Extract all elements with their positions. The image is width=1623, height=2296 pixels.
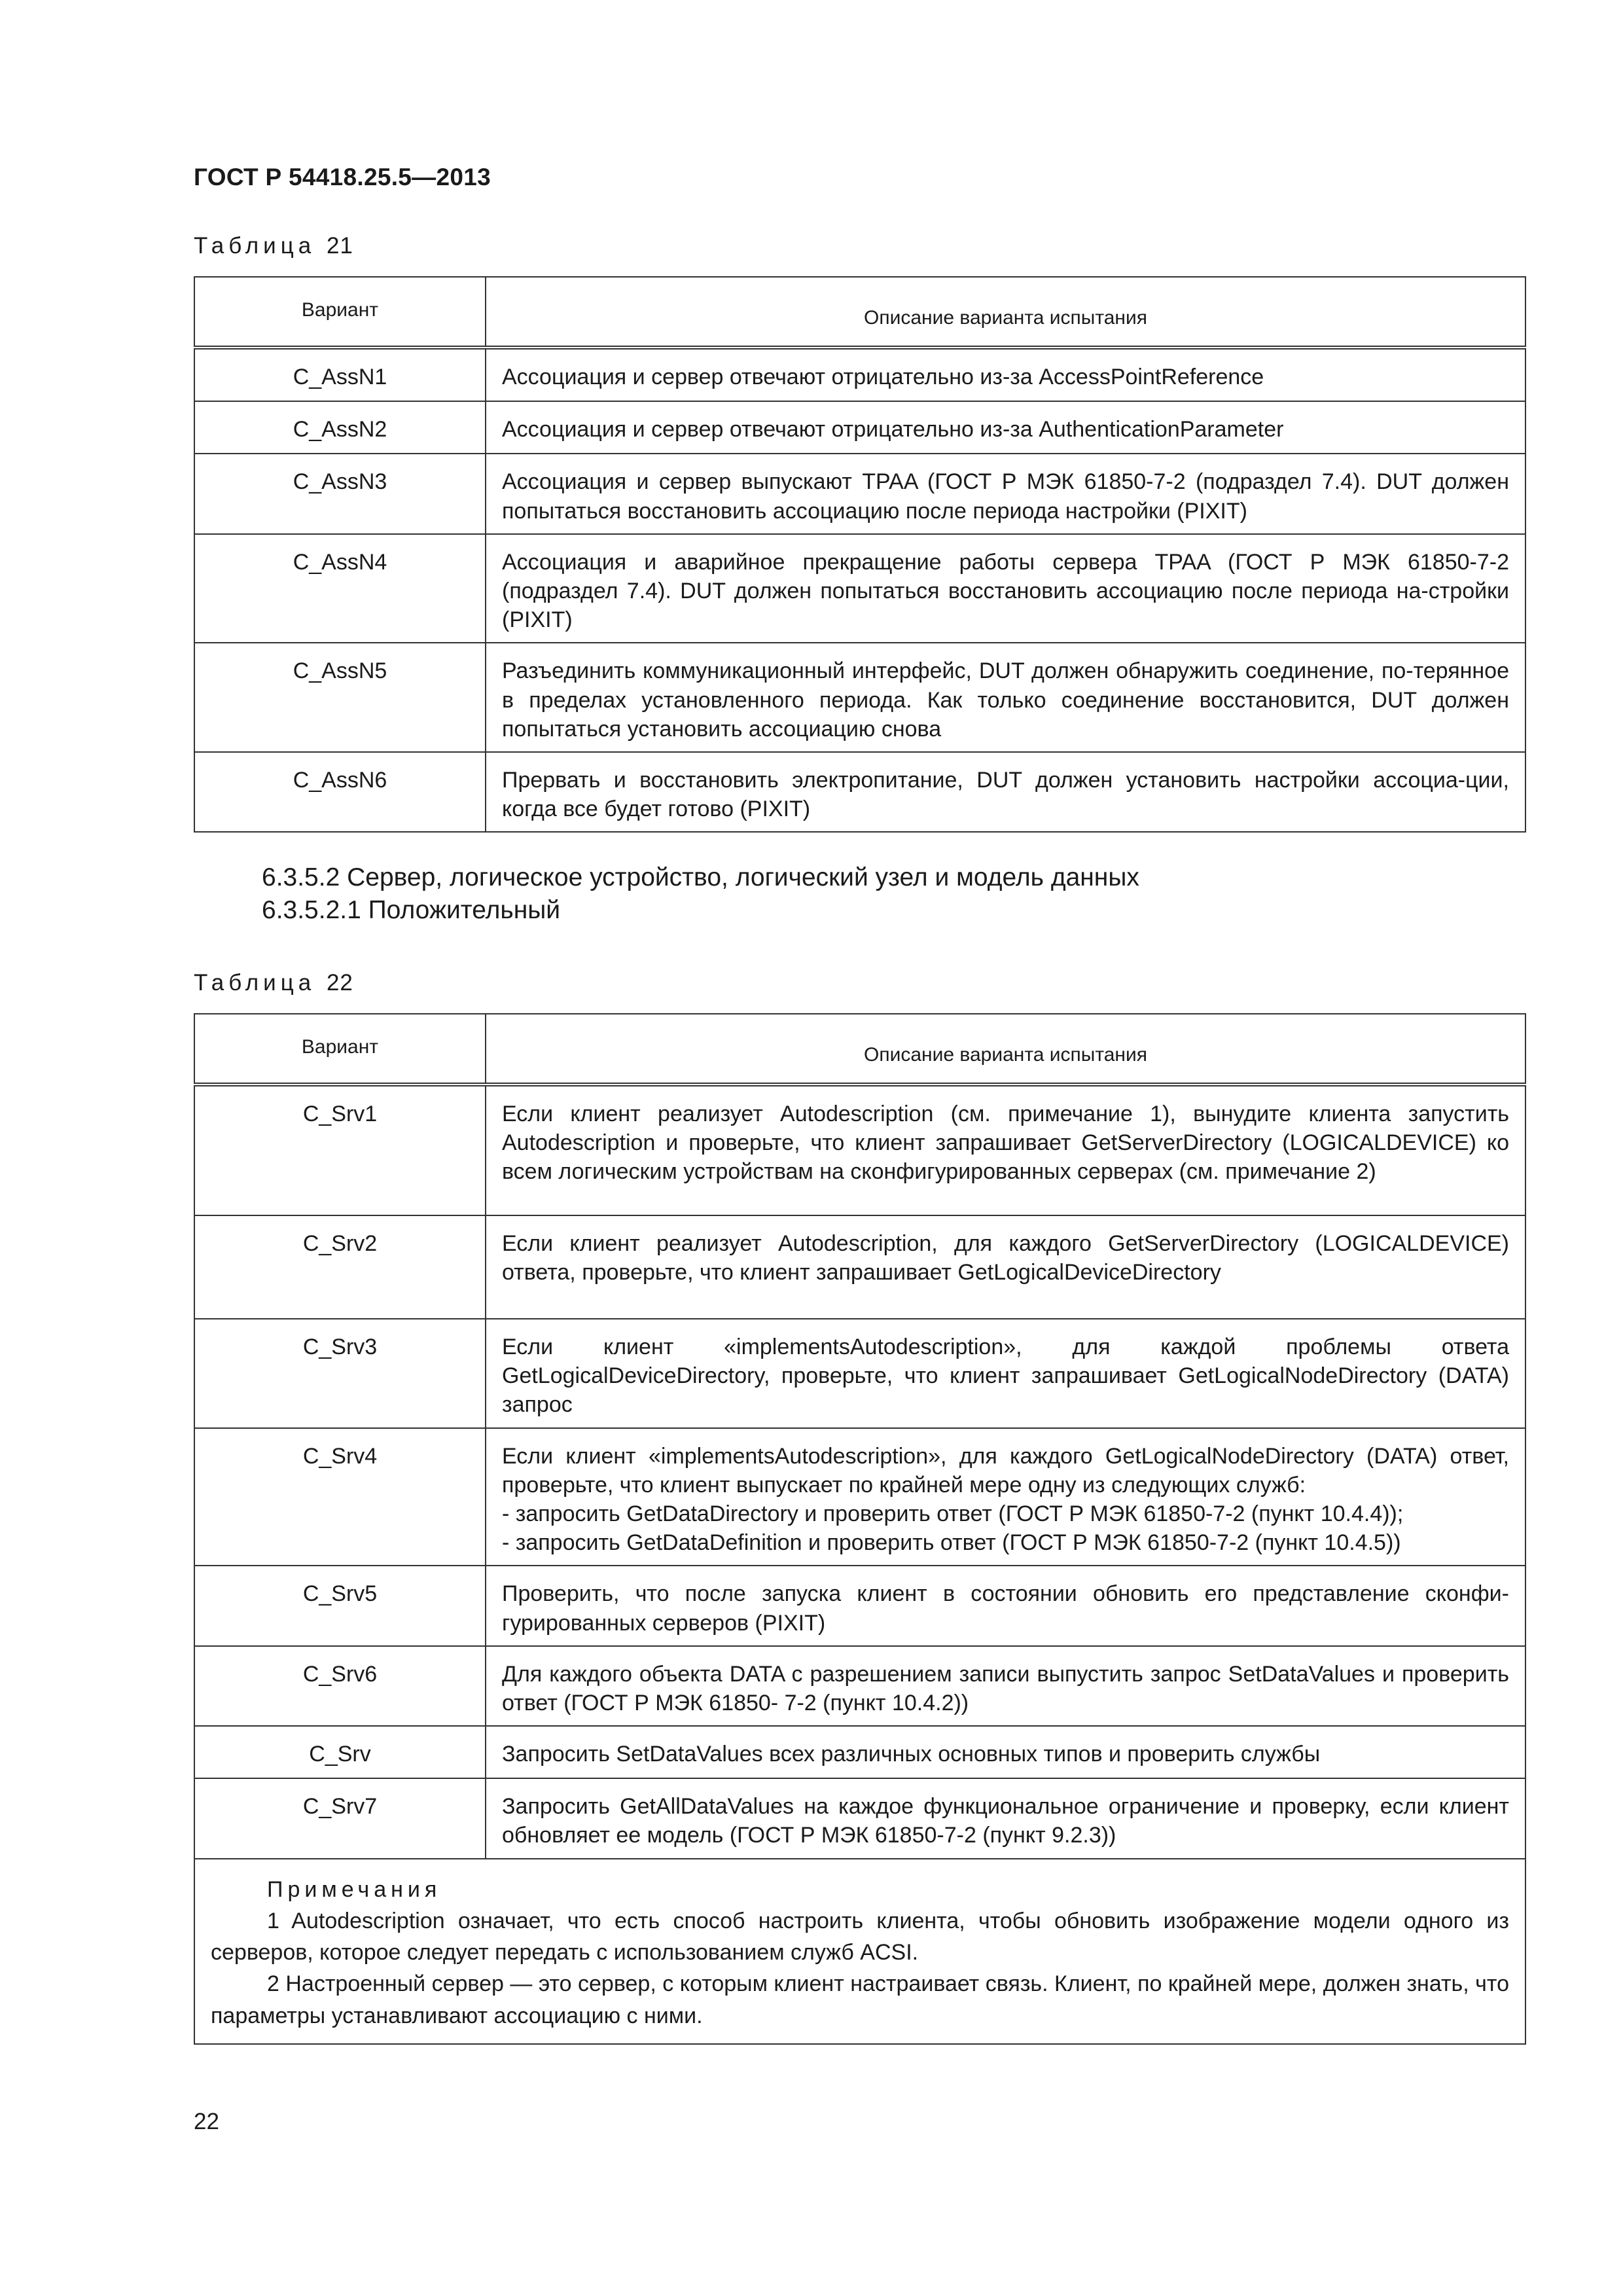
column-header-variant: Вариант: [194, 1014, 486, 1085]
variant-cell: C_AssN2: [194, 401, 486, 454]
section-heading: 6.3.5.2 Сервер, логическое устройство, логический узел и модель данных: [262, 863, 1139, 891]
description-cell: [486, 1428, 1525, 1566]
list-item: - запросить GetDataDirectory и проверить ответ (ГОСТ Р МЭК 61850-7-2 (пункт 10.4.4));: [502, 1501, 1404, 1526]
page-number: 22: [194, 2109, 219, 2134]
column-header-description: Описание варианта испытания: [486, 277, 1525, 348]
description-cell: Если клиент реализует Autodescription (см. примечание 1), вынудите клиента запустить Autodescription и проверьте, что клиент запрашивает GetServerDirectory (LOGICALDEVICE) ко всем логическим устройствам на сконфигурированных серверах (см. примечание 2): [486, 1085, 1525, 1215]
note-2: 2 Настроенный сервер — это сервер, с которым клиент настраивает связь. Клиент, по крайней мере, должен знать, что параметры устанавливают ассоциацию с ними.: [211, 1971, 1509, 2028]
description-cell: Ассоциация и аварийное прекращение работы сервера TPAA (ГОСТ Р МЭК 61850-7-2 (подраздел 7.4). DUT должен попытаться восстановить ассоциацию после периода на-стройки (PIXIT): [486, 534, 1525, 643]
table-row: [194, 454, 1525, 533]
variant-cell: C_AssN6: [194, 752, 486, 832]
description-cell: Ассоциация и сервер выпускают TPAA (ГОСТ Р МЭК 61850-7-2 (подраздел 7.4). DUT должен попытаться восстановить ассоциацию после периода настройки (PIXIT): [486, 454, 1525, 533]
description-cell: Ассоциация и сервер отвечают отрицательно из-за AccessPointReference: [486, 348, 1525, 401]
description-cell: Разъединить коммуникационный интерфейс, DUT должен обнаружить соединение, по-терянное в пределах установленного периода. Как только соединение восстановится, DUT должен попытаться установить ассоциацию снова: [486, 643, 1525, 752]
variant-cell: C_Srv1: [194, 1085, 486, 1215]
description-cell: Запросить SetDataValues всех различных основных типов и проверить службы: [486, 1726, 1525, 1778]
variant-cell: C_AssN4: [194, 534, 486, 643]
variant-cell: C_Srv2: [194, 1215, 486, 1319]
variant-cell: C_Srv: [194, 1726, 486, 1778]
table-caption-number: 22: [326, 970, 353, 996]
variant-cell: C_AssN3: [194, 454, 486, 533]
document-header: ГОСТ Р 54418.25.5—2013: [194, 164, 491, 190]
table-21: [194, 276, 1526, 833]
table-caption-number: 21: [326, 233, 353, 259]
table-notes: [194, 1859, 1525, 2044]
table-row: [194, 1319, 1525, 1428]
table-header-row: [194, 277, 1525, 348]
description-cell: Прервать и восстановить электропитание, DUT должен установить настройки ассоциа-ции, когда все будет готово (PIXIT): [486, 752, 1525, 832]
table-row: [194, 1778, 1525, 1858]
description-cell: Если клиент реализует Autodescription, для каждого GetServerDirectory (LOGICALDEVICE) ответа, проверьте, что клиент запрашивает GetLogicalDeviceDirectory: [486, 1215, 1525, 1319]
description-text: Если клиент «implementsAutodescription», для каждого GetLogicalNodeDirectory (DATA) ответ, проверьте, что клиент выпускает по крайней мере одну из следующих служб:: [502, 1443, 1509, 1498]
table-row: [194, 1428, 1525, 1566]
description-cell: Ассоциация и сервер отвечают отрицательно из-за AuthenticationParameter: [486, 401, 1525, 454]
table-row: [194, 1215, 1525, 1319]
variant-cell: C_Srv4: [194, 1428, 486, 1566]
table-row: [194, 348, 1525, 401]
table-row: [194, 643, 1525, 752]
subsection-heading: 6.3.5.2.1 Положительный: [262, 896, 561, 924]
table-21-caption: [194, 233, 353, 259]
column-header-variant: Вариант: [194, 277, 486, 348]
note-1: 1 Autodescription означает, что есть способ настроить клиента, чтобы обновить изображение модели одного из серверов, которое следует передать с использованием служб ACSI.: [211, 1908, 1509, 1965]
table-caption-word: Таблица: [194, 233, 316, 259]
table-row: [194, 1566, 1525, 1645]
description-cell: Запросить GetAllDataValues на каждое функциональное ограничение и проверку, если клиент обновляет ее модель (ГОСТ Р МЭК 61850-7-2 (пункт 9.2.3)): [486, 1778, 1525, 1858]
table-row: [194, 1085, 1525, 1215]
variant-cell: C_Srv6: [194, 1646, 486, 1726]
table-row: [194, 752, 1525, 832]
table-notes-row: [194, 1859, 1525, 2044]
table-row: [194, 401, 1525, 454]
table-row: [194, 534, 1525, 643]
variant-cell: C_AssN5: [194, 643, 486, 752]
variant-cell: C_Srv3: [194, 1319, 486, 1428]
description-cell: Проверить, что после запуска клиент в состоянии обновить его представление сконфи-гурированных серверов (PIXIT): [486, 1566, 1525, 1645]
table-caption-word: Таблица: [194, 970, 316, 996]
table-22: [194, 1013, 1526, 2045]
variant-cell: C_Srv7: [194, 1778, 486, 1858]
column-header-description: Описание варианта испытания: [486, 1014, 1525, 1085]
variant-cell: C_AssN1: [194, 348, 486, 401]
list-item: - запросить GetDataDefinition и проверить ответ (ГОСТ Р МЭК 61850-7-2 (пункт 10.4.5)): [502, 1530, 1401, 1556]
table-header-row: [194, 1014, 1525, 1085]
description-cell: Если клиент «implementsAutodescription», для каждой проблемы ответа GetLogicalDeviceDirectory, проверьте, что клиент запрашивает GetLogicalNodeDirectory (DATA) запрос: [486, 1319, 1525, 1428]
notes-title: Примечания: [267, 1876, 442, 1902]
variant-cell: C_Srv5: [194, 1566, 486, 1645]
table-row: [194, 1726, 1525, 1778]
description-cell: Для каждого объекта DATA с разрешением записи выпустить запрос SetDataValues и проверить ответ (ГОСТ Р МЭК 61850- 7-2 (пункт 10.4.2)): [486, 1646, 1525, 1726]
table-22-caption: [194, 970, 353, 996]
table-row: [194, 1646, 1525, 1726]
